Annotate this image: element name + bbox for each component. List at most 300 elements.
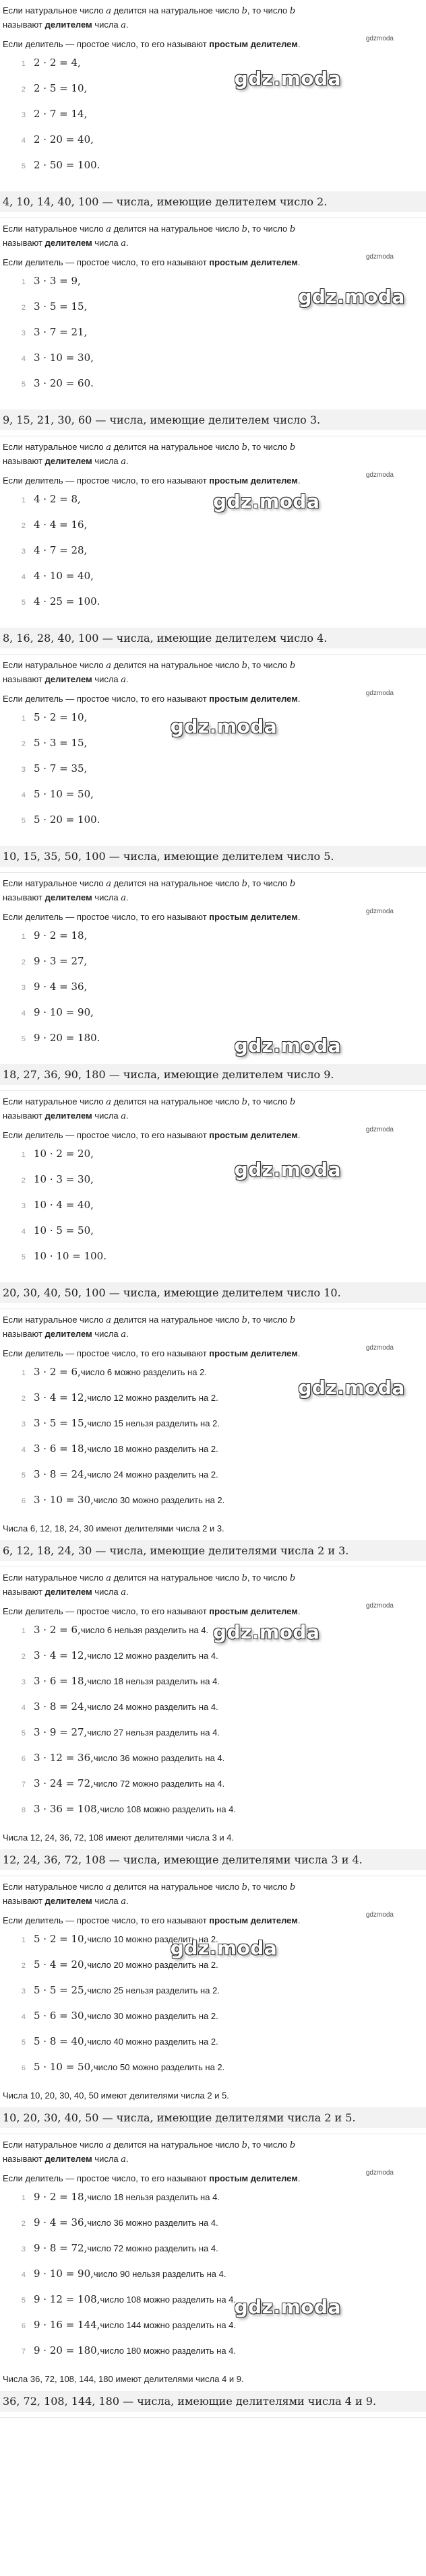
step-number: 2 — [21, 740, 26, 748]
step-number: 5 — [21, 162, 26, 170]
step-expression: 3 · 6 = 18, — [34, 1443, 88, 1455]
step-comment: число 72 можно разделить на 4. — [93, 1779, 225, 1789]
var-a: a — [106, 1882, 112, 1892]
var-b: b — [241, 442, 247, 453]
var-b: b — [241, 6, 247, 16]
section-answer: 8, 16, 28, 40, 100 — числа, имеющие делителем число 4. — [0, 628, 426, 649]
step-row — [3, 519, 423, 544]
var-a: a — [121, 675, 127, 685]
task-section — [0, 1091, 426, 1309]
step-row — [3, 2216, 423, 2242]
step-number: 2 — [21, 86, 26, 94]
prime-part: Если делитель — простое число, то его называют — [3, 257, 210, 267]
step-row — [3, 300, 423, 326]
prime-part: . — [297, 1130, 301, 1140]
step-number: 1 — [21, 1627, 26, 1635]
prime-definition — [3, 1129, 423, 1142]
step-number: 3 — [21, 111, 26, 119]
step-comment: число 18 нельзя разделить на 4. — [87, 2192, 220, 2202]
step-comment: число 24 можно разделить на 4. — [87, 1702, 218, 1712]
step-expression: 10 · 5 = 50, — [34, 1224, 94, 1236]
step-row — [3, 1173, 423, 1199]
definition-text — [3, 2138, 423, 2167]
watermark: gdz.moda — [213, 490, 320, 513]
step-number: 1 — [21, 2194, 26, 2202]
step-expression: 2 · 20 = 40, — [34, 133, 94, 145]
var-b: b — [241, 1573, 247, 1583]
task-section — [0, 1567, 426, 1876]
step-row — [3, 1006, 423, 1032]
step-number: 1 — [21, 715, 26, 723]
task-section — [0, 2134, 426, 2418]
step-row — [3, 711, 423, 737]
prime-part: . — [297, 39, 301, 49]
def-part: , то число — [247, 2140, 290, 2150]
section-answer: 6, 12, 18, 24, 30 — числа, имеющие делителями числа 2 и 3. — [0, 1540, 426, 1561]
step-number: 2 — [21, 1395, 26, 1403]
step-number: 2 — [21, 958, 26, 966]
def-bold: делителем — [44, 2154, 92, 2164]
prime-definition — [3, 911, 423, 924]
step-expression: 5 · 7 = 35, — [34, 762, 88, 774]
var-b: b — [289, 1882, 296, 1892]
step-number: 4 — [21, 2013, 26, 2021]
var-b: b — [241, 224, 247, 234]
step-row — [3, 1148, 423, 1173]
step-expression: 3 · 8 = 24, — [34, 1700, 88, 1713]
var-a: a — [106, 879, 112, 889]
step-row — [3, 2344, 423, 2370]
definition-text — [3, 1571, 423, 1599]
step-number: 2 — [21, 522, 26, 530]
definition-text — [3, 1880, 423, 1909]
step-expression: 3 · 3 = 9, — [34, 275, 81, 287]
step-row — [3, 1726, 423, 1752]
step-number: 3 — [21, 1420, 26, 1428]
var-b: b — [289, 1097, 296, 1107]
step-comment: число 30 можно разделить на 2. — [93, 1495, 225, 1505]
step-comment: число 10 можно разделить на 2. — [87, 1934, 218, 1944]
def-part: называют — [3, 238, 45, 248]
def-part: , то число — [247, 224, 290, 234]
task-section — [0, 1876, 426, 2134]
step-row — [3, 737, 423, 762]
var-b: b — [289, 6, 296, 16]
def-part: , то число — [247, 1573, 290, 1583]
step-row — [3, 133, 423, 159]
prime-part: Если делитель — простое число, то его называют — [3, 475, 210, 486]
step-expression: 5 · 3 = 15, — [34, 737, 88, 749]
step-comment: число 12 можно разделить на 4. — [87, 1651, 218, 1661]
def-bold: делителем — [44, 892, 92, 902]
step-row — [3, 595, 423, 621]
prime-bold: простым делителем — [209, 257, 298, 267]
step-number: 4 — [21, 1446, 26, 1454]
def-part: Если натуральное число — [3, 1882, 106, 1892]
def-part: делится на натуральное число — [111, 5, 242, 15]
def-bold: делителем — [44, 674, 92, 684]
step-expression: 2 · 2 = 4, — [34, 57, 81, 69]
var-a: a — [121, 20, 127, 30]
def-part: Если натуральное число — [3, 1096, 106, 1107]
step-expression: 9 · 10 = 90, — [34, 1006, 94, 1018]
definition-text — [3, 440, 423, 469]
step-expression: 9 · 4 = 36, — [34, 2216, 88, 2228]
def-part: Если натуральное число — [3, 1573, 106, 1583]
step-expression: 5 · 6 = 30, — [34, 2010, 88, 2022]
var-a: a — [121, 893, 127, 903]
step-number: 2 — [21, 2220, 26, 2228]
step-number: 5 — [21, 817, 26, 825]
step-row — [3, 352, 423, 377]
prime-bold: простым делителем — [209, 1130, 298, 1140]
step-row — [3, 1494, 423, 1519]
var-a: a — [106, 661, 112, 671]
step-number: 4 — [21, 1010, 26, 1018]
prime-part: . — [297, 2173, 301, 2183]
prime-part: Если делитель — простое число, то его называют — [3, 694, 210, 704]
var-a: a — [106, 1315, 112, 1325]
def-part: делится на натуральное число — [111, 1882, 242, 1892]
def-part: называют — [3, 1896, 45, 1906]
watermark: gdz.moda — [170, 1937, 278, 1959]
var-a: a — [121, 238, 127, 249]
steps-list — [3, 711, 423, 839]
step-number: 1 — [21, 933, 26, 941]
def-part: делится на натуральное число — [111, 878, 242, 888]
def-bold: делителем — [44, 456, 92, 466]
section-answer: 9, 15, 21, 30, 60 — числа, имеющие делителем число 3. — [0, 409, 426, 430]
section-answer: 18, 27, 36, 90, 180 — числа, имеющие делителем число 9. — [0, 1064, 426, 1085]
step-expression: 3 · 5 = 15, — [34, 300, 88, 312]
step-expression: 10 · 2 = 20, — [34, 1148, 94, 1160]
def-part: . — [126, 674, 129, 684]
prime-part: Если делитель — простое число, то его называют — [3, 1130, 210, 1140]
def-part: , то число — [247, 1882, 290, 1892]
var-b: b — [241, 2140, 247, 2150]
step-row — [3, 1366, 423, 1391]
step-expression: 9 · 3 = 27, — [34, 955, 88, 967]
watermark: gdz.moda — [298, 286, 405, 308]
watermark: gdz.moda — [213, 1621, 320, 1643]
def-part: делится на натуральное число — [111, 660, 242, 670]
step-number: 4 — [21, 2271, 26, 2279]
step-comment: число 40 можно разделить на 2. — [87, 2037, 218, 2047]
var-a: a — [106, 1573, 112, 1583]
def-part: называют — [3, 674, 45, 684]
step-row — [3, 1624, 423, 1649]
step-row — [3, 2319, 423, 2344]
task-section — [0, 0, 426, 218]
step-expression: 3 · 2 = 6, — [34, 1624, 81, 1636]
step-row — [3, 814, 423, 839]
step-row — [3, 2191, 423, 2216]
prime-bold: простым делителем — [209, 1348, 298, 1358]
step-expression: 9 · 4 = 36, — [34, 981, 88, 993]
var-a: a — [106, 442, 112, 453]
step-number: 1 — [21, 278, 26, 286]
step-number: 5 — [21, 1253, 26, 1261]
def-part: , то число — [247, 442, 290, 452]
def-part: , то число — [247, 878, 290, 888]
var-b: b — [241, 879, 247, 889]
step-expression: 3 · 10 = 30, — [34, 1494, 94, 1506]
var-b: b — [289, 1573, 296, 1583]
step-expression: 4 · 4 = 16, — [34, 519, 88, 531]
step-row — [3, 929, 423, 955]
step-expression: 3 · 36 = 108, — [34, 1803, 100, 1815]
prime-part: . — [297, 912, 301, 922]
step-number: 4 — [21, 791, 26, 799]
def-part: делится на натуральное число — [111, 224, 242, 234]
def-part: , то число — [247, 1315, 290, 1325]
step-expression: 5 · 8 = 40, — [34, 2035, 88, 2047]
prime-part: Если делитель — простое число, то его называют — [3, 2173, 210, 2183]
watermark-small: gdzmoda — [365, 35, 394, 42]
step-row — [3, 1417, 423, 1443]
prime-part: Если делитель — простое число, то его называют — [3, 1915, 210, 1925]
var-a: a — [121, 1329, 127, 1340]
def-part: . — [126, 456, 129, 466]
watermark: gdz.moda — [234, 1158, 341, 1181]
watermark: gdz.moda — [234, 1034, 341, 1057]
def-part: . — [126, 892, 129, 902]
step-row — [3, 1250, 423, 1276]
section-note: Числа 12, 24, 36, 72, 108 имеют делителями числа 3 и 4. — [3, 1832, 235, 1843]
var-a: a — [121, 457, 127, 467]
def-part: числа — [92, 20, 121, 30]
def-part: Если натуральное число — [3, 442, 106, 452]
var-a: a — [121, 1587, 127, 1597]
definition-text — [3, 1095, 423, 1123]
step-expression: 3 · 9 = 27, — [34, 1726, 88, 1738]
step-number: 6 — [21, 1755, 26, 1763]
def-part: числа — [92, 1329, 121, 1339]
steps-list — [3, 1148, 423, 1276]
prime-bold: простым делителем — [209, 1915, 298, 1925]
def-bold: делителем — [44, 1587, 92, 1597]
prime-bold: простым делителем — [209, 694, 298, 704]
step-expression: 5 · 10 = 50, — [34, 788, 94, 800]
step-row — [3, 1032, 423, 1057]
step-row — [3, 1443, 423, 1468]
step-expression: 5 · 20 = 100. — [34, 814, 100, 826]
step-number: 6 — [21, 2064, 26, 2072]
prime-definition — [3, 256, 423, 269]
var-b: b — [241, 1097, 247, 1107]
step-expression: 2 · 7 = 14, — [34, 108, 88, 120]
step-comment: число 30 можно разделить на 2. — [87, 2011, 218, 2021]
prime-part: . — [297, 1348, 301, 1358]
step-row — [3, 275, 423, 300]
def-part: . — [126, 1896, 129, 1906]
step-row — [3, 788, 423, 814]
def-part: . — [126, 1111, 129, 1121]
step-row — [3, 2010, 423, 2035]
def-part: Если натуральное число — [3, 5, 106, 15]
steps-list — [3, 1933, 423, 2086]
step-expression: 3 · 6 = 18, — [34, 1675, 88, 1687]
def-part: делится на натуральное число — [111, 2140, 242, 2150]
prime-bold: простым делителем — [209, 39, 298, 49]
step-expression: 4 · 7 = 28, — [34, 544, 88, 556]
prime-definition — [3, 38, 423, 51]
step-comment: число 24 можно разделить на 2. — [87, 1469, 218, 1480]
steps-list — [3, 275, 423, 403]
step-comment: число 50 можно разделить на 2. — [93, 2062, 225, 2072]
def-part: числа — [92, 2154, 121, 2164]
step-row — [3, 1958, 423, 1984]
def-part: . — [126, 1329, 129, 1339]
prime-bold: простым делителем — [209, 475, 298, 486]
step-expression: 3 · 4 = 12, — [34, 1649, 88, 1661]
step-number: 1 — [21, 496, 26, 504]
section-answer: 20, 30, 40, 50, 100 — числа, имеющие делителем число 10. — [0, 1282, 426, 1303]
def-part: делится на натуральное число — [111, 442, 242, 452]
step-row — [3, 1700, 423, 1726]
prime-part: . — [297, 1606, 301, 1616]
step-expression: 3 · 5 = 15, — [34, 1417, 88, 1429]
prime-part: Если делитель — простое число, то его называют — [3, 1348, 210, 1358]
step-expression: 9 · 8 = 72, — [34, 2242, 88, 2254]
watermark-small: gdzmoda — [365, 908, 394, 915]
step-expression: 2 · 50 = 100. — [34, 159, 100, 171]
step-number: 3 — [21, 984, 26, 992]
def-part: Если натуральное число — [3, 2140, 106, 2150]
watermark-small: gdzmoda — [365, 690, 394, 697]
step-number: 4 — [21, 1228, 26, 1236]
step-comment: число 108 можно разделить на 4. — [100, 1804, 237, 1814]
def-part: числа — [92, 238, 121, 248]
step-comment: число 36 можно разделить на 4. — [93, 1753, 225, 1763]
step-row — [3, 1777, 423, 1803]
step-number: 2 — [21, 1177, 26, 1185]
prime-part: Если делитель — простое число, то его называют — [3, 39, 210, 49]
step-number: 4 — [21, 573, 26, 581]
step-number: 3 — [21, 1678, 26, 1686]
step-number: 2 — [21, 1962, 26, 1970]
var-b: b — [289, 1315, 296, 1325]
definition-text — [3, 4, 423, 32]
def-bold: делителем — [44, 1896, 92, 1906]
prime-bold: простым делителем — [209, 912, 298, 922]
def-part: называют — [3, 20, 45, 30]
step-expression: 3 · 2 = 6, — [34, 1366, 81, 1378]
def-part: . — [126, 20, 129, 30]
step-row — [3, 762, 423, 788]
step-row — [3, 955, 423, 981]
step-number: 5 — [21, 2039, 26, 2047]
step-expression: 3 · 10 = 30, — [34, 352, 94, 364]
step-comment: число 18 можно разделить на 2. — [87, 1444, 218, 1454]
step-expression: 3 · 8 = 24, — [34, 1468, 88, 1480]
step-expression: 3 · 24 = 72, — [34, 1777, 94, 1789]
step-number: 2 — [21, 304, 26, 312]
def-part: делится на натуральное число — [111, 1573, 242, 1583]
var-a: a — [106, 6, 112, 16]
step-expression: 3 · 12 = 36, — [34, 1752, 94, 1764]
task-section — [0, 436, 426, 655]
def-part: , то число — [247, 660, 290, 670]
prime-definition — [3, 1605, 423, 1618]
task-section — [0, 873, 426, 1091]
step-row — [3, 2242, 423, 2268]
step-number: 4 — [21, 137, 26, 145]
steps-list — [3, 2191, 423, 2370]
step-row — [3, 1675, 423, 1700]
def-part: числа — [92, 892, 121, 902]
step-expression: 3 · 4 = 12, — [34, 1391, 88, 1403]
def-bold: делителем — [44, 1111, 92, 1121]
prime-definition — [3, 474, 423, 488]
step-row — [3, 2035, 423, 2061]
step-number: 1 — [21, 1369, 26, 1377]
step-expression: 10 · 4 = 40, — [34, 1199, 94, 1211]
step-row — [3, 108, 423, 133]
step-expression: 5 · 2 = 10, — [34, 711, 88, 723]
var-b: b — [289, 224, 296, 234]
step-expression: 4 · 10 = 40, — [34, 570, 94, 582]
step-row — [3, 377, 423, 403]
step-number: 5 — [21, 381, 26, 389]
step-row — [3, 1984, 423, 2010]
def-part: называют — [3, 456, 45, 466]
step-comment: число 12 можно разделить на 2. — [87, 1393, 218, 1403]
prime-definition — [3, 1914, 423, 1927]
watermark-small: gdzmoda — [365, 2169, 394, 2177]
def-part: числа — [92, 1896, 121, 1906]
step-number: 3 — [21, 1987, 26, 1995]
def-part: числа — [92, 1111, 121, 1121]
step-number: 1 — [21, 1936, 26, 1944]
prime-part: Если делитель — простое число, то его называют — [3, 1606, 210, 1616]
step-comment: число 15 нельзя разделить на 2. — [87, 1418, 220, 1428]
step-comment: число 6 нельзя разделить на 4. — [80, 1625, 209, 1635]
step-row — [3, 544, 423, 570]
section-note: Числа 36, 72, 108, 144, 180 имеют делителями числа 4 и 9. — [3, 2374, 244, 2384]
prime-part: . — [297, 257, 301, 267]
def-part: числа — [92, 674, 121, 684]
step-number: 8 — [21, 1806, 26, 1814]
step-number: 1 — [21, 60, 26, 68]
step-expression: 9 · 12 = 108, — [34, 2293, 100, 2305]
def-part: . — [126, 2154, 129, 2164]
step-row — [3, 82, 423, 108]
definition-text — [3, 222, 423, 251]
step-expression: 9 · 2 = 18, — [34, 929, 88, 942]
section-answer: 36, 72, 108, 144, 180 — числа, имеющие делителями числа 4 и 9. — [0, 2391, 426, 2412]
step-expression: 9 · 16 = 144, — [34, 2319, 100, 2331]
step-comment: число 90 нельзя разделить на 4. — [93, 2269, 226, 2279]
def-part: Если натуральное число — [3, 660, 106, 670]
step-number: 5 — [21, 1729, 26, 1738]
step-expression: 5 · 4 = 20, — [34, 1958, 88, 1971]
def-part: Если натуральное число — [3, 878, 106, 888]
step-expression: 9 · 2 = 18, — [34, 2191, 88, 2203]
step-number: 5 — [21, 2297, 26, 2305]
def-bold: делителем — [44, 20, 92, 30]
def-part: числа — [92, 456, 121, 466]
step-number: 1 — [21, 1151, 26, 1159]
step-comment: число 27 нельзя разделить на 4. — [87, 1727, 220, 1738]
watermark-small: gdzmoda — [365, 471, 394, 479]
definition-text — [3, 1313, 423, 1342]
step-comment: число 180 можно разделить на 4. — [100, 2346, 237, 2356]
def-bold: делителем — [44, 238, 92, 248]
step-row — [3, 2293, 423, 2319]
def-bold: делителем — [44, 1329, 92, 1339]
watermark-small: gdzmoda — [365, 1126, 394, 1133]
